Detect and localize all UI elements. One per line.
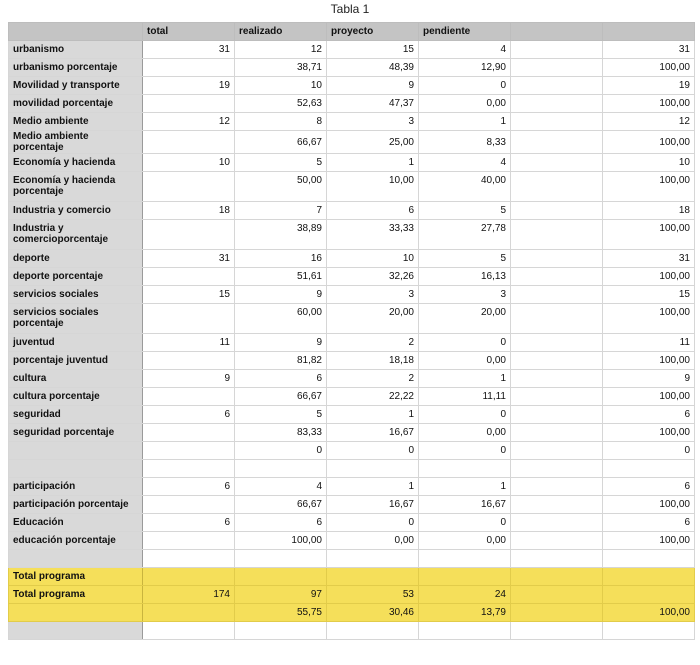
cell-realizado[interactable]: 60,00 [235, 304, 327, 334]
cell-realizado[interactable]: 66,67 [235, 496, 327, 514]
cell-pendiente[interactable]: 13,79 [419, 604, 511, 622]
cell-sum[interactable]: 100,00 [603, 268, 695, 286]
cell-pendiente[interactable]: 0 [419, 334, 511, 352]
header-cell-realizado[interactable]: realizado [235, 23, 327, 41]
cell-proyecto[interactable]: 1 [327, 478, 419, 496]
cell-pendiente[interactable] [419, 460, 511, 478]
cell-sum[interactable]: 6 [603, 514, 695, 532]
table-row [9, 202, 695, 220]
row-label-cell[interactable]: servicios sociales [9, 286, 143, 304]
cell-pendiente[interactable]: 1 [419, 113, 511, 131]
row-label-cell[interactable] [9, 604, 143, 622]
cell-pendiente[interactable]: 3 [419, 286, 511, 304]
cell-empty[interactable] [511, 424, 603, 442]
cell-empty[interactable] [511, 154, 603, 172]
table-row [9, 286, 695, 304]
cell-realizado[interactable]: 38,71 [235, 59, 327, 77]
cell-proyecto[interactable] [327, 460, 419, 478]
cell-total[interactable] [143, 388, 235, 406]
cell-empty[interactable] [511, 442, 603, 460]
cell-total[interactable] [143, 220, 235, 250]
table-row [9, 154, 695, 172]
row-label-cell[interactable] [9, 622, 143, 640]
cell-realizado[interactable]: 66,67 [235, 388, 327, 406]
cell-sum[interactable]: 100,00 [603, 352, 695, 370]
row-label-cell[interactable]: cultura [9, 370, 143, 388]
cell-empty[interactable] [511, 304, 603, 334]
cell-realizado[interactable]: 0 [235, 442, 327, 460]
cell-proyecto[interactable]: 10,00 [327, 172, 419, 202]
cell-realizado[interactable]: 100,00 [235, 532, 327, 550]
cell-sum[interactable]: 6 [603, 406, 695, 424]
cell-total[interactable] [143, 622, 235, 640]
row-label-cell[interactable]: deporte [9, 250, 143, 268]
cell-pendiente[interactable] [419, 622, 511, 640]
cell-sum[interactable]: 100,00 [603, 59, 695, 77]
cell-realizado[interactable]: 55,75 [235, 604, 327, 622]
cell-total[interactable] [143, 59, 235, 77]
cell-pendiente[interactable] [419, 568, 511, 586]
cell-empty[interactable] [511, 568, 603, 586]
cell-total[interactable]: 9 [143, 370, 235, 388]
cell-total[interactable] [143, 304, 235, 334]
cell-sum[interactable]: 100,00 [603, 220, 695, 250]
cell-realizado[interactable] [235, 568, 327, 586]
cell-empty[interactable] [511, 550, 603, 568]
cell-proyecto[interactable] [327, 622, 419, 640]
cell-pendiente[interactable]: 1 [419, 370, 511, 388]
cell-realizado[interactable]: 52,63 [235, 95, 327, 113]
cell-sum[interactable] [603, 586, 695, 604]
cell-empty[interactable] [511, 59, 603, 77]
cell-sum[interactable]: 18 [603, 202, 695, 220]
cell-pendiente[interactable]: 0,00 [419, 424, 511, 442]
row-label-cell[interactable] [9, 550, 143, 568]
cell-realizado[interactable] [235, 460, 327, 478]
cell-realizado[interactable]: 8 [235, 113, 327, 131]
cell-total[interactable] [143, 95, 235, 113]
cell-pendiente[interactable] [419, 550, 511, 568]
cell-proyecto[interactable]: 1 [327, 406, 419, 424]
table-row [9, 550, 695, 568]
cell-total[interactable] [143, 131, 235, 154]
row-label-cell[interactable]: servicios sociales porcentaje [9, 304, 143, 334]
cell-total[interactable]: 10 [143, 154, 235, 172]
cell-pendiente[interactable]: 0,00 [419, 352, 511, 370]
cell-empty[interactable] [511, 352, 603, 370]
row-label-cell[interactable]: porcentaje juventud [9, 352, 143, 370]
table-row [9, 250, 695, 268]
cell-pendiente[interactable]: 16,13 [419, 268, 511, 286]
cell-pendiente[interactable]: 0 [419, 442, 511, 460]
spreadsheet-table [8, 22, 695, 640]
table-row [9, 586, 695, 604]
cell-realizado[interactable]: 50,00 [235, 172, 327, 202]
row-label-cell[interactable] [9, 442, 143, 460]
cell-realizado[interactable] [235, 622, 327, 640]
cell-empty[interactable] [511, 622, 603, 640]
cell-sum[interactable] [603, 622, 695, 640]
cell-proyecto[interactable]: 18,18 [327, 352, 419, 370]
row-label-cell[interactable]: educación porcentaje [9, 532, 143, 550]
cell-sum[interactable]: 11 [603, 334, 695, 352]
cell-empty[interactable] [511, 406, 603, 424]
cell-empty[interactable] [511, 496, 603, 514]
cell-sum[interactable]: 10 [603, 154, 695, 172]
table-row [9, 95, 695, 113]
cell-pendiente[interactable]: 0,00 [419, 95, 511, 113]
cell-pendiente[interactable]: 1 [419, 478, 511, 496]
cell-realizado[interactable]: 9 [235, 286, 327, 304]
cell-empty[interactable] [511, 532, 603, 550]
cell-proyecto[interactable]: 16,67 [327, 496, 419, 514]
cell-realizado[interactable] [235, 550, 327, 568]
header-cell-pendiente[interactable]: pendiente [419, 23, 511, 41]
cell-empty[interactable] [511, 370, 603, 388]
row-label-cell[interactable]: Industria y comercio [9, 202, 143, 220]
table-row [9, 622, 695, 640]
cell-proyecto[interactable]: 2 [327, 334, 419, 352]
table-row [9, 131, 695, 154]
cell-sum[interactable]: 100,00 [603, 388, 695, 406]
cell-realizado[interactable]: 81,82 [235, 352, 327, 370]
table-row [9, 514, 695, 532]
cell-pendiente[interactable]: 16,67 [419, 496, 511, 514]
cell-pendiente[interactable]: 11,11 [419, 388, 511, 406]
cell-proyecto[interactable]: 47,37 [327, 95, 419, 113]
table-row [9, 532, 695, 550]
cell-pendiente[interactable]: 20,00 [419, 304, 511, 334]
cell-empty[interactable] [511, 268, 603, 286]
cell-sum[interactable]: 9 [603, 370, 695, 388]
cell-total[interactable] [143, 460, 235, 478]
cell-empty[interactable] [511, 286, 603, 304]
cell-realizado[interactable]: 4 [235, 478, 327, 496]
cell-proyecto[interactable] [327, 550, 419, 568]
cell-sum[interactable]: 15 [603, 286, 695, 304]
cell-realizado[interactable]: 51,61 [235, 268, 327, 286]
table-row [9, 370, 695, 388]
cell-sum[interactable]: 31 [603, 250, 695, 268]
cell-sum[interactable] [603, 460, 695, 478]
cell-empty[interactable] [511, 113, 603, 131]
row-label-cell[interactable]: Medio ambiente porcentaje [9, 131, 143, 154]
cell-empty[interactable] [511, 334, 603, 352]
cell-total[interactable] [143, 532, 235, 550]
row-label-cell[interactable]: participación porcentaje [9, 496, 143, 514]
cell-proyecto[interactable]: 53 [327, 586, 419, 604]
cell-sum[interactable]: 6 [603, 478, 695, 496]
cell-empty[interactable] [511, 250, 603, 268]
table-row [9, 478, 695, 496]
cell-sum[interactable]: 19 [603, 77, 695, 95]
cell-realizado[interactable]: 6 [235, 514, 327, 532]
cell-realizado[interactable]: 10 [235, 77, 327, 95]
row-label-cell[interactable]: Economía y hacienda [9, 154, 143, 172]
table-row [9, 568, 695, 586]
cell-proyecto[interactable]: 32,26 [327, 268, 419, 286]
row-label-cell[interactable]: Economía y hacienda porcentaje [9, 172, 143, 202]
cell-proyecto[interactable] [327, 568, 419, 586]
table-row [9, 59, 695, 77]
cell-total[interactable]: 19 [143, 77, 235, 95]
header-cell-sum[interactable] [603, 23, 695, 41]
cell-empty[interactable] [511, 220, 603, 250]
cell-proyecto[interactable]: 0 [327, 442, 419, 460]
cell-total[interactable] [143, 424, 235, 442]
row-label-cell[interactable]: movilidad porcentaje [9, 95, 143, 113]
row-label-cell[interactable]: Industria y comercioporcentaje [9, 220, 143, 250]
table-row [9, 406, 695, 424]
cell-total[interactable] [143, 172, 235, 202]
table-row [9, 460, 695, 478]
cell-sum[interactable]: 0 [603, 442, 695, 460]
cell-sum[interactable]: 31 [603, 41, 695, 59]
cell-proyecto[interactable]: 22,22 [327, 388, 419, 406]
row-label-cell[interactable]: urbanismo porcentaje [9, 59, 143, 77]
cell-realizado[interactable]: 97 [235, 586, 327, 604]
header-cell-total[interactable]: total [143, 23, 235, 41]
cell-total[interactable]: 15 [143, 286, 235, 304]
table-row [9, 352, 695, 370]
row-label-cell[interactable]: cultura porcentaje [9, 388, 143, 406]
header-cell-corner[interactable] [9, 23, 143, 41]
header-row [9, 23, 695, 41]
cell-empty[interactable] [511, 202, 603, 220]
cell-realizado[interactable]: 7 [235, 202, 327, 220]
header-cell-empty[interactable] [511, 23, 603, 41]
cell-realizado[interactable]: 6 [235, 370, 327, 388]
cell-proyecto[interactable]: 15 [327, 41, 419, 59]
cell-pendiente[interactable]: 12,90 [419, 59, 511, 77]
row-label-cell[interactable]: participación [9, 478, 143, 496]
cell-proyecto[interactable]: 25,00 [327, 131, 419, 154]
cell-empty[interactable] [511, 77, 603, 95]
cell-sum[interactable] [603, 550, 695, 568]
row-label-cell[interactable]: Educación [9, 514, 143, 532]
cell-empty[interactable] [511, 478, 603, 496]
cell-total[interactable]: 6 [143, 514, 235, 532]
cell-total[interactable]: 18 [143, 202, 235, 220]
cell-empty[interactable] [511, 604, 603, 622]
cell-total[interactable] [143, 604, 235, 622]
cell-pendiente[interactable]: 0 [419, 514, 511, 532]
row-label-cell[interactable]: juventud [9, 334, 143, 352]
row-label-cell[interactable] [9, 460, 143, 478]
cell-sum[interactable]: 100,00 [603, 304, 695, 334]
cell-proyecto[interactable]: 1 [327, 154, 419, 172]
cell-proyecto[interactable]: 3 [327, 286, 419, 304]
cell-proyecto[interactable]: 9 [327, 77, 419, 95]
table-row [9, 496, 695, 514]
cell-proyecto[interactable]: 0,00 [327, 532, 419, 550]
cell-sum[interactable]: 100,00 [603, 131, 695, 154]
cell-sum[interactable]: 100,00 [603, 95, 695, 113]
cell-pendiente[interactable]: 4 [419, 41, 511, 59]
table-row [9, 442, 695, 460]
table-row [9, 304, 695, 334]
cell-sum[interactable]: 100,00 [603, 172, 695, 202]
cell-empty[interactable] [511, 131, 603, 154]
cell-total[interactable] [143, 442, 235, 460]
cell-total[interactable]: 6 [143, 406, 235, 424]
cell-sum[interactable]: 100,00 [603, 604, 695, 622]
cell-pendiente[interactable]: 5 [419, 202, 511, 220]
table-row [9, 604, 695, 622]
cell-empty[interactable] [511, 172, 603, 202]
table-row [9, 113, 695, 131]
cell-sum[interactable]: 100,00 [603, 424, 695, 442]
cell-realizado[interactable]: 38,89 [235, 220, 327, 250]
cell-proyecto[interactable]: 48,39 [327, 59, 419, 77]
cell-realizado[interactable]: 83,33 [235, 424, 327, 442]
row-label-cell[interactable]: Medio ambiente [9, 113, 143, 131]
cell-pendiente[interactable]: 40,00 [419, 172, 511, 202]
cell-total[interactable] [143, 568, 235, 586]
table-row [9, 41, 695, 59]
row-label-cell[interactable]: seguridad porcentaje [9, 424, 143, 442]
cell-realizado[interactable]: 12 [235, 41, 327, 59]
table-row [9, 334, 695, 352]
cell-empty[interactable] [511, 95, 603, 113]
table-row [9, 268, 695, 286]
cell-sum[interactable] [603, 568, 695, 586]
cell-empty[interactable] [511, 41, 603, 59]
table-row [9, 388, 695, 406]
header-cell-proyecto[interactable]: proyecto [327, 23, 419, 41]
cell-total[interactable]: 31 [143, 250, 235, 268]
cell-pendiente[interactable]: 27,78 [419, 220, 511, 250]
cell-total[interactable]: 12 [143, 113, 235, 131]
cell-empty[interactable] [511, 460, 603, 478]
row-label-cell[interactable]: deporte porcentaje [9, 268, 143, 286]
table-row [9, 424, 695, 442]
cell-pendiente[interactable]: 5 [419, 250, 511, 268]
cell-sum[interactable]: 12 [603, 113, 695, 131]
cell-pendiente[interactable]: 0 [419, 77, 511, 95]
table-title: Tabla 1 [330, 2, 370, 16]
cell-realizado[interactable]: 16 [235, 250, 327, 268]
cell-total[interactable]: 6 [143, 478, 235, 496]
cell-proyecto[interactable]: 33,33 [327, 220, 419, 250]
cell-proyecto[interactable]: 30,46 [327, 604, 419, 622]
cell-proyecto[interactable]: 16,67 [327, 424, 419, 442]
cell-pendiente[interactable]: 4 [419, 154, 511, 172]
cell-sum[interactable]: 100,00 [603, 496, 695, 514]
row-label-cell[interactable]: seguridad [9, 406, 143, 424]
cell-total[interactable] [143, 352, 235, 370]
cell-realizado[interactable]: 5 [235, 406, 327, 424]
cell-proyecto[interactable]: 20,00 [327, 304, 419, 334]
cell-sum[interactable]: 100,00 [603, 532, 695, 550]
cell-empty[interactable] [511, 388, 603, 406]
table-row [9, 172, 695, 202]
table-row [9, 220, 695, 250]
table-row [9, 77, 695, 95]
cell-total[interactable] [143, 496, 235, 514]
row-label-cell[interactable]: Movilidad y transporte [9, 77, 143, 95]
cell-proyecto[interactable]: 3 [327, 113, 419, 131]
row-label-cell[interactable]: urbanismo [9, 41, 143, 59]
cell-pendiente[interactable]: 24 [419, 586, 511, 604]
cell-proyecto[interactable]: 0 [327, 514, 419, 532]
cell-total[interactable]: 31 [143, 41, 235, 59]
row-label-cell[interactable]: Total programa [9, 586, 143, 604]
cell-realizado[interactable]: 66,67 [235, 131, 327, 154]
cell-empty[interactable] [511, 586, 603, 604]
cell-empty[interactable] [511, 514, 603, 532]
cell-total[interactable]: 11 [143, 334, 235, 352]
row-label-cell[interactable]: Total programa [9, 568, 143, 586]
cell-proyecto[interactable]: 6 [327, 202, 419, 220]
cell-realizado[interactable]: 9 [235, 334, 327, 352]
cell-total[interactable] [143, 268, 235, 286]
cell-pendiente[interactable]: 8,33 [419, 131, 511, 154]
cell-total[interactable]: 174 [143, 586, 235, 604]
cell-total[interactable] [143, 550, 235, 568]
cell-pendiente[interactable]: 0 [419, 406, 511, 424]
cell-proyecto[interactable]: 2 [327, 370, 419, 388]
cell-realizado[interactable]: 5 [235, 154, 327, 172]
cell-pendiente[interactable]: 0,00 [419, 532, 511, 550]
cell-proyecto[interactable]: 10 [327, 250, 419, 268]
